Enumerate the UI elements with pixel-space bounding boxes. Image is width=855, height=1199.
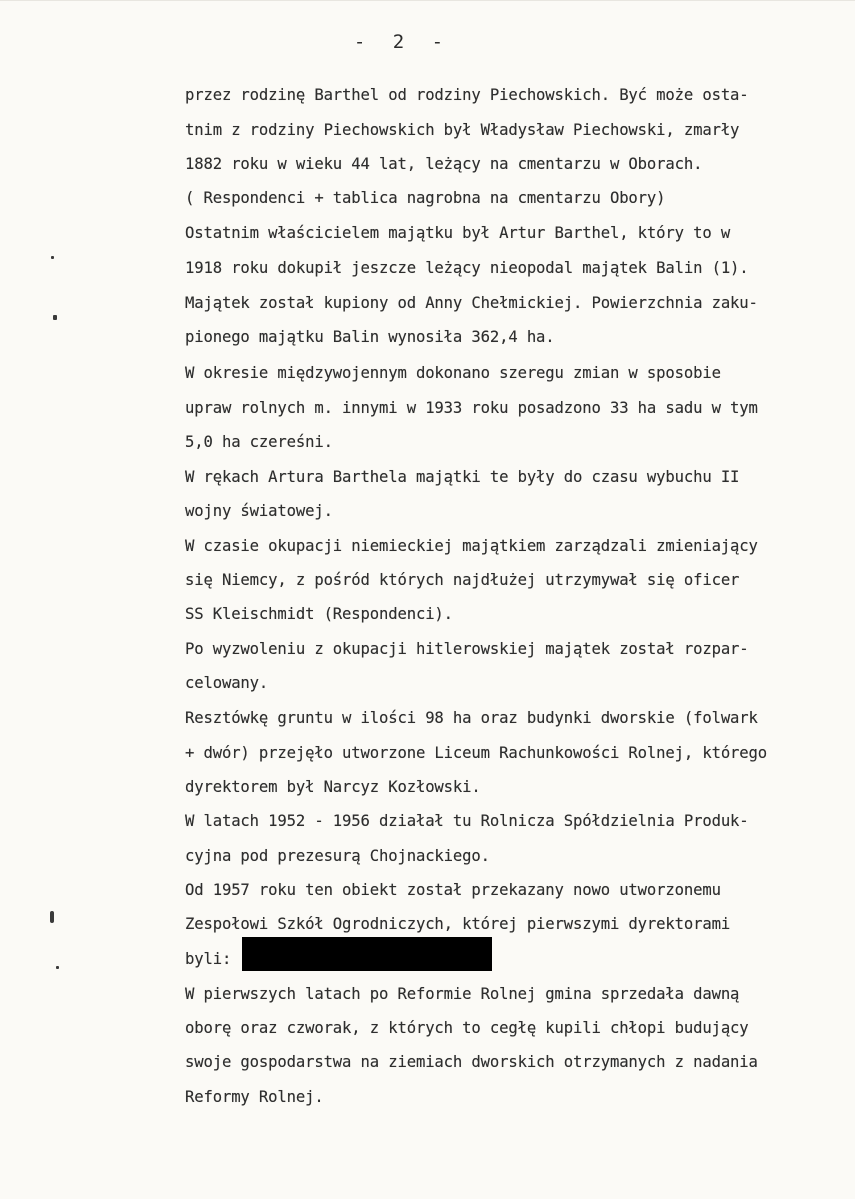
text-line: ( Respondenci + tablica nagrobna na cmentarzu Obory) [185, 189, 666, 207]
text-line: swoje gospodarstwa na ziemiach dworskich otrzymanych z nadania [185, 1053, 758, 1071]
text-line: przez rodzinę Barthel od rodziny Piechowskich. Być może osta- [185, 86, 749, 104]
text-line: oborę oraz czworak, z których to cegłę kupili chłopi budujący [185, 1019, 749, 1037]
text-line: cyjna pod prezesurą Chojnackiego. [185, 847, 490, 865]
text-line: Reformy Rolnej. [185, 1088, 324, 1106]
text-line: upraw rolnych m. innymi w 1933 roku posadzono 33 ha sadu w tym [185, 399, 758, 417]
text-line: SS Kleischmidt (Respondenci). [185, 605, 453, 623]
text-line: + dwór) przejęło utworzone Liceum Rachunkowości Rolnej, którego [185, 744, 768, 762]
text-line: Ostatnim właścicielem majątku był Artur Barthel, który to w [185, 224, 731, 242]
text-line: dyrektorem był Narcyz Kozłowski. [185, 778, 481, 796]
text-line: Majątek został kupiony od Anny Chełmickiej. Powierzchnia zaku- [185, 294, 758, 312]
text-line: 1882 roku w wieku 44 lat, leżący na cmentarzu w Oborach. [185, 155, 703, 173]
text-line: W czasie okupacji niemieckiej majątkiem zarządzali zmieniający [185, 537, 758, 555]
text-line: W latach 1952 - 1956 działał tu Rolnicza Spółdzielnia Produk- [185, 812, 749, 830]
text-line: się Niemcy, z pośród których najdłużej utrzymywał się oficer [185, 571, 740, 589]
text-line: Od 1957 roku ten obiekt został przekazany nowo utworzonemu [185, 881, 721, 899]
text-line: Zespołowi Szkół Ogrodniczych, której pierwszymi dyrektorami [185, 915, 731, 933]
text-line: W pierwszych latach po Reformie Rolnej gmina sprzedała dawną [185, 985, 740, 1003]
text-line: 5,0 ha czereśni. [185, 433, 333, 451]
margin-speck [50, 911, 54, 923]
text-line: wojny światowej. [185, 502, 333, 520]
margin-speck [53, 315, 57, 320]
text-line: celowany. [185, 674, 269, 692]
redaction-bar [242, 937, 492, 971]
text-line: W rękach Artura Barthela majątki te były do czasu wybuchu II [185, 468, 740, 486]
text-line: Po wyzwoleniu z okupacji hitlerowskiej majątek został rozpar- [185, 640, 749, 658]
text-line: 1918 roku dokupił jeszcze leżący nieopodal majątek Balin (1). [185, 259, 749, 277]
text-line: byli: [185, 950, 232, 968]
page-number: - 2 - [353, 31, 445, 53]
text-line: Resztówkę gruntu w ilości 98 ha oraz budynki dworskie (folwark [185, 709, 758, 727]
text-line: pionego majątku Balin wynosiła 362,4 ha. [185, 328, 555, 346]
text-line: tnim z rodziny Piechowskich był Władysław Piechowski, zmarły [185, 121, 740, 139]
margin-speck [51, 256, 54, 259]
text-line: W okresie międzywojennym dokonano szeregu zmian w sposobie [185, 364, 721, 382]
margin-speck [56, 966, 59, 969]
